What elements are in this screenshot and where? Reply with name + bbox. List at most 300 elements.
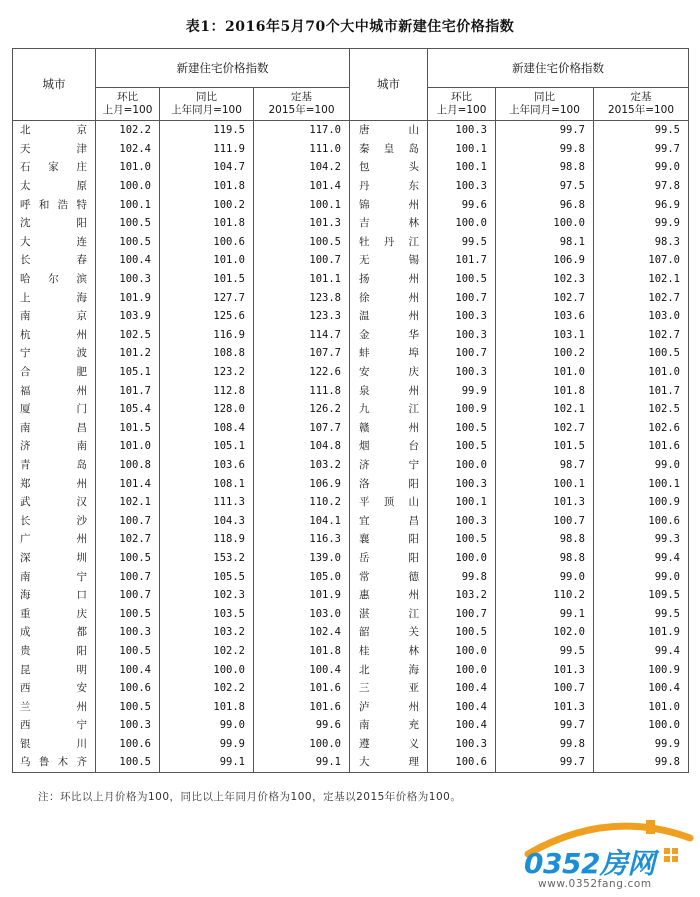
yoy-cell: 102.2 (160, 679, 254, 698)
yoy-cell: 103.6 (160, 456, 254, 475)
city-cell-right: 包头 (350, 158, 428, 177)
base-cell: 107.7 (254, 344, 350, 363)
base-cell: 104.2 (254, 158, 350, 177)
base-cell: 101.8 (254, 642, 350, 661)
base-cell: 104.8 (254, 437, 350, 456)
city-cell: 福州 (13, 381, 96, 400)
mom-cell: 100.0 (96, 177, 160, 196)
mom-cell-right: 100.3 (428, 326, 496, 345)
yoy-cell: 123.2 (160, 363, 254, 382)
base-cell-right: 99.4 (594, 549, 689, 568)
base-cell-right: 107.0 (594, 251, 689, 270)
city-cell: 成都 (13, 623, 96, 642)
mom-cell-right: 100.5 (428, 623, 496, 642)
yoy-cell: 105.1 (160, 437, 254, 456)
city-cell: 武汉 (13, 493, 96, 512)
yoy-cell: 108.8 (160, 344, 254, 363)
mom-cell: 101.4 (96, 474, 160, 493)
yoy-cell: 111.3 (160, 493, 254, 512)
base-cell: 122.6 (254, 363, 350, 382)
mom-cell: 100.7 (96, 567, 160, 586)
mom-cell-right: 100.7 (428, 344, 496, 363)
yoy-cell-right: 102.1 (496, 400, 594, 419)
base-cell-right: 100.9 (594, 493, 689, 512)
mom-cell-right: 99.9 (428, 381, 496, 400)
yoy-cell-right: 99.7 (496, 753, 594, 772)
yoy-cell-right: 102.7 (496, 419, 594, 438)
mom-cell-right: 100.3 (428, 121, 496, 140)
base-cell: 114.7 (254, 326, 350, 345)
table-row (13, 307, 689, 326)
mom-cell-right: 100.6 (428, 753, 496, 772)
yoy-cell: 99.1 (160, 753, 254, 772)
table-row (13, 623, 689, 642)
mom-cell: 100.5 (96, 549, 160, 568)
table-row (13, 511, 689, 530)
city-header: 城市 (13, 49, 96, 121)
base-cell: 101.4 (254, 177, 350, 196)
table-row (13, 660, 689, 679)
mom-cell: 105.1 (96, 363, 160, 382)
mom-cell-right: 100.4 (428, 679, 496, 698)
city-cell: 广州 (13, 530, 96, 549)
mom-cell-right: 100.5 (428, 437, 496, 456)
yoy-cell-right: 102.7 (496, 288, 594, 307)
mom-cell: 102.1 (96, 493, 160, 512)
yoy-cell-right: 106.9 (496, 251, 594, 270)
mom-cell-right: 100.5 (428, 419, 496, 438)
mom-cell: 102.2 (96, 121, 160, 140)
city-cell: 杭州 (13, 326, 96, 345)
table-row (13, 530, 689, 549)
mom-cell-right: 100.1 (428, 140, 496, 159)
base-cell-right: 102.7 (594, 288, 689, 307)
mom-header: 环比 上月=100 (96, 88, 160, 121)
mom-cell: 100.6 (96, 735, 160, 754)
group-header: 新建住宅价格指数 (96, 49, 350, 88)
table-row (13, 493, 689, 512)
city-cell: 昆明 (13, 660, 96, 679)
city-cell: 大连 (13, 233, 96, 252)
mom-cell: 100.8 (96, 456, 160, 475)
base-cell: 100.7 (254, 251, 350, 270)
table-row (13, 381, 689, 400)
yoy-cell-right: 98.1 (496, 233, 594, 252)
mom-cell: 100.4 (96, 660, 160, 679)
city-cell: 南昌 (13, 419, 96, 438)
base-cell-right: 100.0 (594, 716, 689, 735)
table-row (13, 419, 689, 438)
city-cell: 呼和浩特 (13, 195, 96, 214)
base-cell: 110.2 (254, 493, 350, 512)
table-row (13, 251, 689, 270)
mom-cell: 101.7 (96, 381, 160, 400)
city-cell-right: 惠州 (350, 586, 428, 605)
base-cell-right: 99.9 (594, 214, 689, 233)
yoy-header: 同比 上年同月=100 (160, 88, 254, 121)
city-cell-right: 唐山 (350, 121, 428, 140)
base-cell: 139.0 (254, 549, 350, 568)
yoy-cell: 99.9 (160, 735, 254, 754)
base-cell: 126.2 (254, 400, 350, 419)
base-header-right: 定基 2015年=100 (594, 88, 689, 121)
base-cell-right: 102.5 (594, 400, 689, 419)
mom-cell-right: 100.3 (428, 511, 496, 530)
yoy-cell: 102.2 (160, 642, 254, 661)
city-cell-right: 金华 (350, 326, 428, 345)
city-cell: 西安 (13, 679, 96, 698)
mom-cell-right: 100.5 (428, 270, 496, 289)
mom-cell: 100.3 (96, 270, 160, 289)
mom-cell-right: 100.7 (428, 604, 496, 623)
city-cell-right: 南充 (350, 716, 428, 735)
yoy-cell: 119.5 (160, 121, 254, 140)
base-cell: 100.4 (254, 660, 350, 679)
city-cell-right: 徐州 (350, 288, 428, 307)
base-cell-right: 102.7 (594, 326, 689, 345)
base-cell-right: 101.6 (594, 437, 689, 456)
yoy-cell-right: 99.8 (496, 735, 594, 754)
yoy-cell-right: 99.5 (496, 642, 594, 661)
base-cell: 101.6 (254, 697, 350, 716)
city-cell-right: 锦州 (350, 195, 428, 214)
mom-cell: 100.3 (96, 716, 160, 735)
city-cell-right: 桂林 (350, 642, 428, 661)
mom-cell: 100.1 (96, 195, 160, 214)
table-row (13, 679, 689, 698)
base-cell: 111.8 (254, 381, 350, 400)
city-cell: 太原 (13, 177, 96, 196)
mom-cell-right: 103.2 (428, 586, 496, 605)
yoy-cell-right: 101.0 (496, 363, 594, 382)
base-cell-right: 100.5 (594, 344, 689, 363)
base-cell-right: 99.7 (594, 140, 689, 159)
base-cell-right: 98.3 (594, 233, 689, 252)
city-cell: 合肥 (13, 363, 96, 382)
mom-cell: 102.5 (96, 326, 160, 345)
base-cell-right: 99.4 (594, 642, 689, 661)
base-cell: 105.0 (254, 567, 350, 586)
yoy-cell: 128.0 (160, 400, 254, 419)
mom-cell: 105.4 (96, 400, 160, 419)
city-cell: 西宁 (13, 716, 96, 735)
yoy-cell: 101.8 (160, 214, 254, 233)
yoy-cell-right: 98.7 (496, 456, 594, 475)
city-cell-right: 宜昌 (350, 511, 428, 530)
yoy-cell: 102.3 (160, 586, 254, 605)
yoy-cell-right: 99.8 (496, 140, 594, 159)
yoy-cell-right: 100.7 (496, 511, 594, 530)
table-title: 表1：2016年5月70个大中城市新建住宅价格指数 (185, 19, 515, 35)
mom-cell-right: 100.1 (428, 493, 496, 512)
yoy-cell: 100.0 (160, 660, 254, 679)
city-cell-right: 湛江 (350, 604, 428, 623)
mom-cell: 100.5 (96, 642, 160, 661)
yoy-cell-right: 102.3 (496, 270, 594, 289)
mom-header-right: 环比 上月=100 (428, 88, 496, 121)
table-row (13, 288, 689, 307)
group-header-right: 新建住宅价格指数 (428, 49, 689, 88)
city-cell: 兰州 (13, 697, 96, 716)
yoy-cell-right: 101.3 (496, 660, 594, 679)
yoy-cell-right: 97.5 (496, 177, 594, 196)
base-cell: 101.1 (254, 270, 350, 289)
mom-cell-right: 100.4 (428, 697, 496, 716)
mom-cell: 100.5 (96, 233, 160, 252)
city-cell-right: 洛阳 (350, 474, 428, 493)
base-cell: 100.0 (254, 735, 350, 754)
yoy-cell: 101.0 (160, 251, 254, 270)
city-cell-right: 遵义 (350, 735, 428, 754)
table-row (13, 567, 689, 586)
mom-cell: 101.0 (96, 158, 160, 177)
mom-cell-right: 100.9 (428, 400, 496, 419)
base-cell-right: 97.8 (594, 177, 689, 196)
city-cell: 南宁 (13, 567, 96, 586)
base-cell-right: 99.5 (594, 604, 689, 623)
table-row (13, 344, 689, 363)
city-cell: 宁波 (13, 344, 96, 363)
city-cell-right: 襄阳 (350, 530, 428, 549)
base-cell-right: 99.0 (594, 567, 689, 586)
city-cell: 石家庄 (13, 158, 96, 177)
table-row (13, 549, 689, 568)
yoy-cell: 104.3 (160, 511, 254, 530)
mom-cell: 102.7 (96, 530, 160, 549)
table-row (13, 177, 689, 196)
yoy-header-right: 同比 上年同月=100 (496, 88, 594, 121)
mom-cell-right: 100.0 (428, 549, 496, 568)
city-cell-right: 蚌埠 (350, 344, 428, 363)
yoy-cell-right: 101.3 (496, 493, 594, 512)
yoy-cell: 108.4 (160, 419, 254, 438)
base-cell: 123.3 (254, 307, 350, 326)
table-row (13, 233, 689, 252)
base-cell-right: 96.9 (594, 195, 689, 214)
base-cell-right: 99.0 (594, 456, 689, 475)
base-cell-right: 101.0 (594, 697, 689, 716)
base-cell: 116.3 (254, 530, 350, 549)
table-row (13, 121, 689, 140)
table-row (13, 735, 689, 754)
table-row (13, 456, 689, 475)
yoy-cell: 100.2 (160, 195, 254, 214)
city-cell: 厦门 (13, 400, 96, 419)
base-cell-right: 102.1 (594, 270, 689, 289)
base-cell: 111.0 (254, 140, 350, 159)
yoy-cell: 101.8 (160, 697, 254, 716)
mom-cell-right: 99.5 (428, 233, 496, 252)
base-cell: 99.6 (254, 716, 350, 735)
city-cell: 乌鲁木齐 (13, 753, 96, 772)
logo-brand: 0352房网 (524, 847, 655, 880)
mom-cell-right: 100.3 (428, 177, 496, 196)
mom-cell-right: 100.0 (428, 642, 496, 661)
city-cell: 深圳 (13, 549, 96, 568)
yoy-cell-right: 110.2 (496, 586, 594, 605)
table-row (13, 400, 689, 419)
city-cell: 哈尔滨 (13, 270, 96, 289)
city-cell: 银川 (13, 735, 96, 754)
city-cell: 长春 (13, 251, 96, 270)
yoy-cell: 99.0 (160, 716, 254, 735)
base-cell: 123.8 (254, 288, 350, 307)
yoy-cell-right: 101.3 (496, 697, 594, 716)
yoy-cell: 111.9 (160, 140, 254, 159)
yoy-cell-right: 103.1 (496, 326, 594, 345)
mom-cell: 101.5 (96, 419, 160, 438)
base-cell: 101.6 (254, 679, 350, 698)
yoy-cell-right: 98.8 (496, 158, 594, 177)
base-cell: 102.4 (254, 623, 350, 642)
table-body (13, 121, 689, 773)
base-cell-right: 99.0 (594, 158, 689, 177)
city-cell-right: 泉州 (350, 381, 428, 400)
base-cell-right: 99.5 (594, 121, 689, 140)
mom-cell: 100.3 (96, 623, 160, 642)
city-cell-right: 温州 (350, 307, 428, 326)
mom-cell-right: 100.3 (428, 474, 496, 493)
mom-cell: 100.5 (96, 214, 160, 233)
base-cell-right: 101.7 (594, 381, 689, 400)
yoy-cell: 118.9 (160, 530, 254, 549)
city-cell-right: 扬州 (350, 270, 428, 289)
yoy-cell-right: 103.6 (496, 307, 594, 326)
base-cell: 100.5 (254, 233, 350, 252)
yoy-cell-right: 99.7 (496, 716, 594, 735)
city-cell-right: 安庆 (350, 363, 428, 382)
city-cell-right: 北海 (350, 660, 428, 679)
mom-cell-right: 100.0 (428, 456, 496, 475)
city-cell-right: 丹东 (350, 177, 428, 196)
city-cell-right: 韶关 (350, 623, 428, 642)
mom-cell-right: 100.3 (428, 307, 496, 326)
yoy-cell-right: 102.0 (496, 623, 594, 642)
city-cell-right: 大理 (350, 753, 428, 772)
base-cell-right: 99.8 (594, 753, 689, 772)
base-cell-right: 99.9 (594, 735, 689, 754)
mom-cell-right: 100.4 (428, 716, 496, 735)
base-cell: 100.1 (254, 195, 350, 214)
table-row (13, 697, 689, 716)
mom-cell: 100.5 (96, 697, 160, 716)
mom-cell-right: 99.8 (428, 567, 496, 586)
yoy-cell-right: 101.8 (496, 381, 594, 400)
yoy-cell: 125.6 (160, 307, 254, 326)
city-cell: 长沙 (13, 511, 96, 530)
mom-cell: 102.4 (96, 140, 160, 159)
city-cell-right: 济宁 (350, 456, 428, 475)
base-cell: 103.0 (254, 604, 350, 623)
city-cell-right: 牡丹江 (350, 233, 428, 252)
city-cell-right: 赣州 (350, 419, 428, 438)
mom-cell: 101.2 (96, 344, 160, 363)
mom-cell-right: 100.5 (428, 530, 496, 549)
yoy-cell: 100.6 (160, 233, 254, 252)
mom-cell-right: 100.0 (428, 660, 496, 679)
table-row (13, 326, 689, 345)
yoy-cell: 116.9 (160, 326, 254, 345)
yoy-cell: 153.2 (160, 549, 254, 568)
table-row (13, 140, 689, 159)
mom-cell-right: 99.6 (428, 195, 496, 214)
mom-cell: 101.9 (96, 288, 160, 307)
base-header: 定基 2015年=100 (254, 88, 350, 121)
base-cell: 103.2 (254, 456, 350, 475)
base-cell: 101.3 (254, 214, 350, 233)
city-cell-right: 烟台 (350, 437, 428, 456)
table-row (13, 195, 689, 214)
city-cell-right: 秦皇岛 (350, 140, 428, 159)
base-cell-right: 99.3 (594, 530, 689, 549)
table-row (13, 437, 689, 456)
mom-cell: 100.4 (96, 251, 160, 270)
city-cell: 青岛 (13, 456, 96, 475)
base-cell-right: 100.9 (594, 660, 689, 679)
city-cell: 沈阳 (13, 214, 96, 233)
yoy-cell: 105.5 (160, 567, 254, 586)
city-cell-right: 岳阳 (350, 549, 428, 568)
yoy-cell: 104.7 (160, 158, 254, 177)
yoy-cell: 103.5 (160, 604, 254, 623)
base-cell: 99.1 (254, 753, 350, 772)
yoy-cell-right: 98.8 (496, 549, 594, 568)
city-cell-right: 平顶山 (350, 493, 428, 512)
table-row (13, 158, 689, 177)
city-cell-right: 九江 (350, 400, 428, 419)
city-cell: 天津 (13, 140, 96, 159)
base-cell-right: 103.0 (594, 307, 689, 326)
mom-cell: 100.7 (96, 511, 160, 530)
yoy-cell-right: 100.1 (496, 474, 594, 493)
yoy-cell: 101.5 (160, 270, 254, 289)
logo-url: www.0352fang.com (538, 878, 652, 890)
site-logo (518, 814, 694, 894)
base-cell-right: 100.6 (594, 511, 689, 530)
mom-cell-right: 100.0 (428, 214, 496, 233)
table-row (13, 753, 689, 772)
city-cell-right: 泸州 (350, 697, 428, 716)
yoy-cell: 112.8 (160, 381, 254, 400)
yoy-cell-right: 96.8 (496, 195, 594, 214)
table-row (13, 642, 689, 661)
city-cell: 郑州 (13, 474, 96, 493)
city-cell-right: 常德 (350, 567, 428, 586)
yoy-cell-right: 99.0 (496, 567, 594, 586)
table-row (13, 363, 689, 382)
city-cell: 南京 (13, 307, 96, 326)
table-row (13, 270, 689, 289)
yoy-cell: 127.7 (160, 288, 254, 307)
mom-cell-right: 100.7 (428, 288, 496, 307)
yoy-cell: 103.2 (160, 623, 254, 642)
city-cell: 重庆 (13, 604, 96, 623)
base-cell: 104.1 (254, 511, 350, 530)
mom-cell: 100.7 (96, 586, 160, 605)
mom-cell-right: 100.1 (428, 158, 496, 177)
base-cell: 101.9 (254, 586, 350, 605)
mom-cell: 103.9 (96, 307, 160, 326)
base-cell-right: 100.4 (594, 679, 689, 698)
mom-cell: 100.5 (96, 604, 160, 623)
yoy-cell-right: 100.2 (496, 344, 594, 363)
city-cell: 上海 (13, 288, 96, 307)
city-cell: 济南 (13, 437, 96, 456)
yoy-cell-right: 99.1 (496, 604, 594, 623)
yoy-cell-right: 99.7 (496, 121, 594, 140)
city-cell-right: 吉林 (350, 214, 428, 233)
yoy-cell-right: 100.7 (496, 679, 594, 698)
